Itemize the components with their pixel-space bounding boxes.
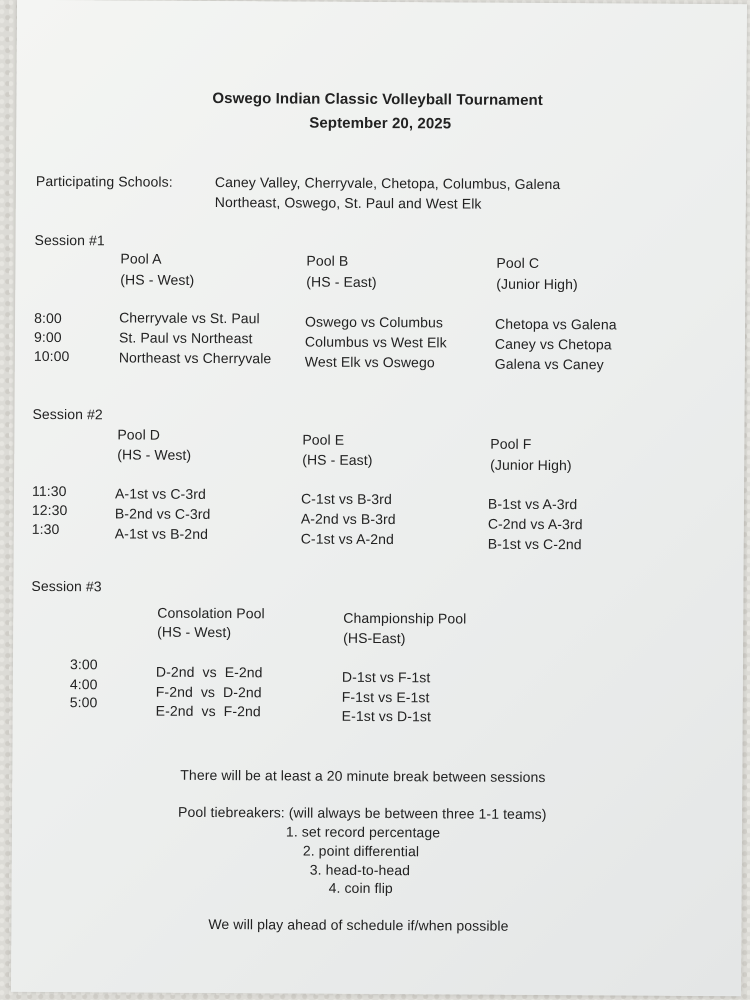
session-1-label: Session #1	[34, 231, 105, 249]
game-entry: A-1st vs C-3rd	[114, 485, 206, 502]
play-ahead-note: We will play ahead of schedule if/when possible	[208, 915, 509, 934]
pool-e-name: Pool E	[302, 431, 345, 448]
pool-a-division: (HS - West)	[120, 271, 195, 288]
schedule-sheet	[11, 0, 747, 996]
game-entry: St. Paul vs Northeast	[118, 329, 253, 347]
game-entry: D-2nd vs E-2nd	[155, 663, 263, 681]
pool-f-name: Pool F	[490, 435, 532, 452]
participating-label: Participating Schools:	[35, 172, 173, 190]
game-entry: F-1st vs E-1st	[341, 688, 430, 706]
game-entry: Oswego vs Columbus	[305, 313, 444, 331]
game-entry: B-2nd vs C-3rd	[114, 505, 211, 522]
championship-pool-name: Championship Pool	[343, 609, 467, 627]
game-entry: F-2nd vs D-2nd	[155, 683, 262, 701]
consolation-pool-division: (HS - West)	[157, 623, 232, 641]
participating-line-1: Caney Valley, Cherryvale, Chetopa, Columbus, Galena	[214, 173, 561, 193]
game-entry: E-2nd vs F-2nd	[155, 702, 261, 720]
time-slot: 3:00	[69, 656, 98, 673]
game-entry: B-1st vs A-3rd	[487, 495, 578, 513]
time-slot: 8:00	[34, 309, 62, 327]
championship-pool-division: (HS-East)	[343, 629, 406, 647]
session-3-label: Session #3	[31, 577, 102, 595]
time-slot: 4:00	[69, 676, 98, 693]
game-entry: Caney vs Chetopa	[494, 335, 612, 353]
tournament-date: September 20, 2025	[309, 114, 452, 133]
tiebreakers-heading: Pool tiebreakers: (will always be between three 1-1 teams)	[178, 803, 547, 823]
game-entry: Columbus vs West Elk	[304, 333, 447, 351]
game-entry: West Elk vs Oswego	[304, 353, 435, 371]
session-2-label: Session #2	[32, 405, 103, 423]
time-slot: 1:30	[31, 520, 60, 538]
tiebreaker-item: 1. set record percentage	[285, 823, 441, 841]
game-entry: C-1st vs A-2nd	[300, 530, 395, 548]
game-entry: E-1st vs D-1st	[341, 707, 432, 725]
page-title: Oswego Indian Classic Volleyball Tournament	[212, 89, 543, 109]
pool-d-name: Pool D	[117, 426, 161, 443]
tiebreaker-item: 3. head-to-head	[309, 861, 411, 879]
pool-f-division: (Junior High)	[490, 456, 572, 474]
pool-e-division: (HS - East)	[302, 451, 373, 468]
game-entry: C-1st vs B-3rd	[300, 490, 392, 508]
tiebreaker-item: 2. point differential	[302, 842, 420, 860]
pool-d-division: (HS - West)	[117, 446, 192, 463]
tiebreaker-item: 4. coin flip	[328, 879, 393, 897]
pool-c-name: Pool C	[496, 254, 540, 271]
game-entry: Chetopa vs Galena	[495, 315, 617, 333]
break-note: There will be at least a 20 minute break between sessions	[180, 766, 546, 786]
time-slot: 5:00	[69, 694, 98, 711]
pool-c-division: (Junior High)	[496, 275, 578, 293]
pool-b-division: (HS - East)	[306, 273, 377, 290]
game-entry: A-2nd vs B-3rd	[300, 510, 396, 528]
time-slot: 11:30	[31, 482, 67, 500]
game-entry: Galena vs Caney	[494, 355, 604, 373]
game-entry: B-1st vs C-2nd	[487, 535, 582, 553]
participating-line-2: Northeast, Oswego, St. Paul and West Elk	[214, 193, 482, 212]
game-entry: Cherryvale vs St. Paul	[119, 309, 260, 327]
time-slot: 10:00	[33, 347, 70, 365]
pool-b-name: Pool B	[306, 252, 349, 269]
game-entry: D-1st vs F-1st	[341, 668, 431, 686]
game-entry: A-1st vs B-2nd	[114, 525, 209, 542]
time-slot: 12:30	[31, 501, 68, 519]
game-entry: Northeast vs Cherryvale	[118, 349, 272, 367]
time-slot: 9:00	[33, 328, 62, 346]
game-entry: C-2nd vs A-3rd	[487, 515, 583, 533]
pool-a-name: Pool A	[120, 250, 162, 267]
consolation-pool-name: Consolation Pool	[157, 604, 265, 622]
